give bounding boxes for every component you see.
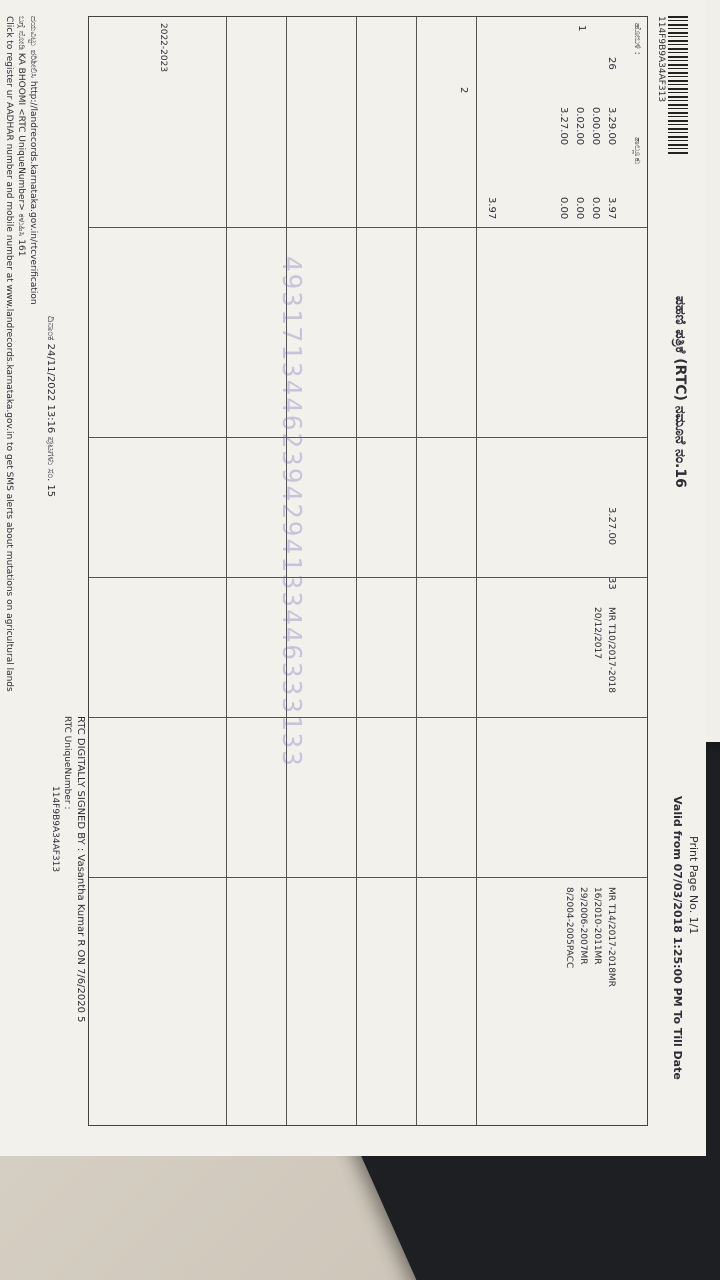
owner-extent: 3.27.00 xyxy=(606,507,617,546)
mutation-history-item: 29/2006-2007MR xyxy=(578,887,588,965)
table-divider xyxy=(89,437,647,438)
rtc-table xyxy=(88,16,648,1126)
remaining-extent: 3.27.00 xyxy=(558,107,569,146)
kharab-b: 0.02.00 xyxy=(574,107,585,146)
table-divider xyxy=(476,17,477,1125)
khata-number: 33 xyxy=(606,577,617,590)
table-divider xyxy=(356,17,357,1125)
table-divider xyxy=(226,17,227,1125)
table-divider xyxy=(89,877,647,878)
footer-verify: ದಯವಿಟ್ಟು ಪರಿಶೀಲಿಸಿ http://landrecords.karnataka.gov.in/rtcverification xyxy=(28,16,38,305)
print-date: ದಿನಾಂಕ 24/11/2022 13:16 ಪುಟಗಳು ಸಂ. 15 xyxy=(45,316,56,498)
mutation-history-item: MR T14/2017-2018MR xyxy=(606,887,616,987)
crop-year: 2022-2023 xyxy=(158,23,168,73)
hissa-number: 2 xyxy=(458,87,469,94)
print-page-number: Print Page No. 1/1 xyxy=(687,836,700,935)
assessment-a: 3.97 xyxy=(606,197,617,220)
validity-period: Valid from 07/03/2018 1:25:00 PM To Till Date xyxy=(671,796,684,1080)
total-assessment: 3.97 xyxy=(486,197,497,220)
kharab-a: 0.00.00 xyxy=(590,107,601,146)
barcode xyxy=(668,16,688,156)
table-divider xyxy=(89,577,647,578)
rtc-unique-number: 114F9B9A34AF313 xyxy=(50,786,60,873)
table-divider xyxy=(89,717,647,718)
footer-register: Click to register ur AADHAR number and mobile number at www.landrecords.karnataka.gov.in to get SMS alerts about mutations on agricultural lands xyxy=(4,16,14,692)
table-divider xyxy=(416,17,417,1125)
mutation-history-item: 8/2004-2005PACC xyxy=(564,887,574,969)
barcode-text: 114F9B9A34AF313 xyxy=(656,16,666,103)
surnoc: 1 xyxy=(576,25,587,32)
mutation-reference: MR T10/2017-2018 xyxy=(606,607,616,693)
assessment-b: 0.00 xyxy=(590,197,601,220)
table-divider xyxy=(89,227,647,228)
survey-number: 26 xyxy=(606,57,617,70)
taluk-label: ತಾಲ್ಲೂಕು xyxy=(632,137,642,165)
mutation-history-item: 16/2010-2011MR xyxy=(592,887,602,965)
total-extent: 3.29.00 xyxy=(606,107,617,146)
document-title: ಪಹಣಿ ಪತ್ರಿಕೆ (RTC) ನಮೂನೆ ನಂ.16 xyxy=(672,296,688,488)
hobli-label: ಹೋಬಳಿ : xyxy=(632,23,642,55)
digital-signature: RTC DIGITALLY SIGNED BY : Vasantha Kumar R ON 7/6/2020 5 xyxy=(75,716,86,1023)
assessment-d: 0.00 xyxy=(558,197,569,220)
watermark-number: 49317134462394294133446333133 xyxy=(276,256,306,768)
rtc-unique-label: RTC UniqueNumber : xyxy=(62,716,72,810)
mutation-date: 20/12/2017 xyxy=(592,607,602,659)
assessment-c: 0.00 xyxy=(574,197,585,220)
footer-sms: ಬಗ್ಗೆ ನೋಡಿ KA BHOOMI <RTC UniqueNumber> ಕಳುಹಿಸಿ 161 xyxy=(16,16,26,257)
